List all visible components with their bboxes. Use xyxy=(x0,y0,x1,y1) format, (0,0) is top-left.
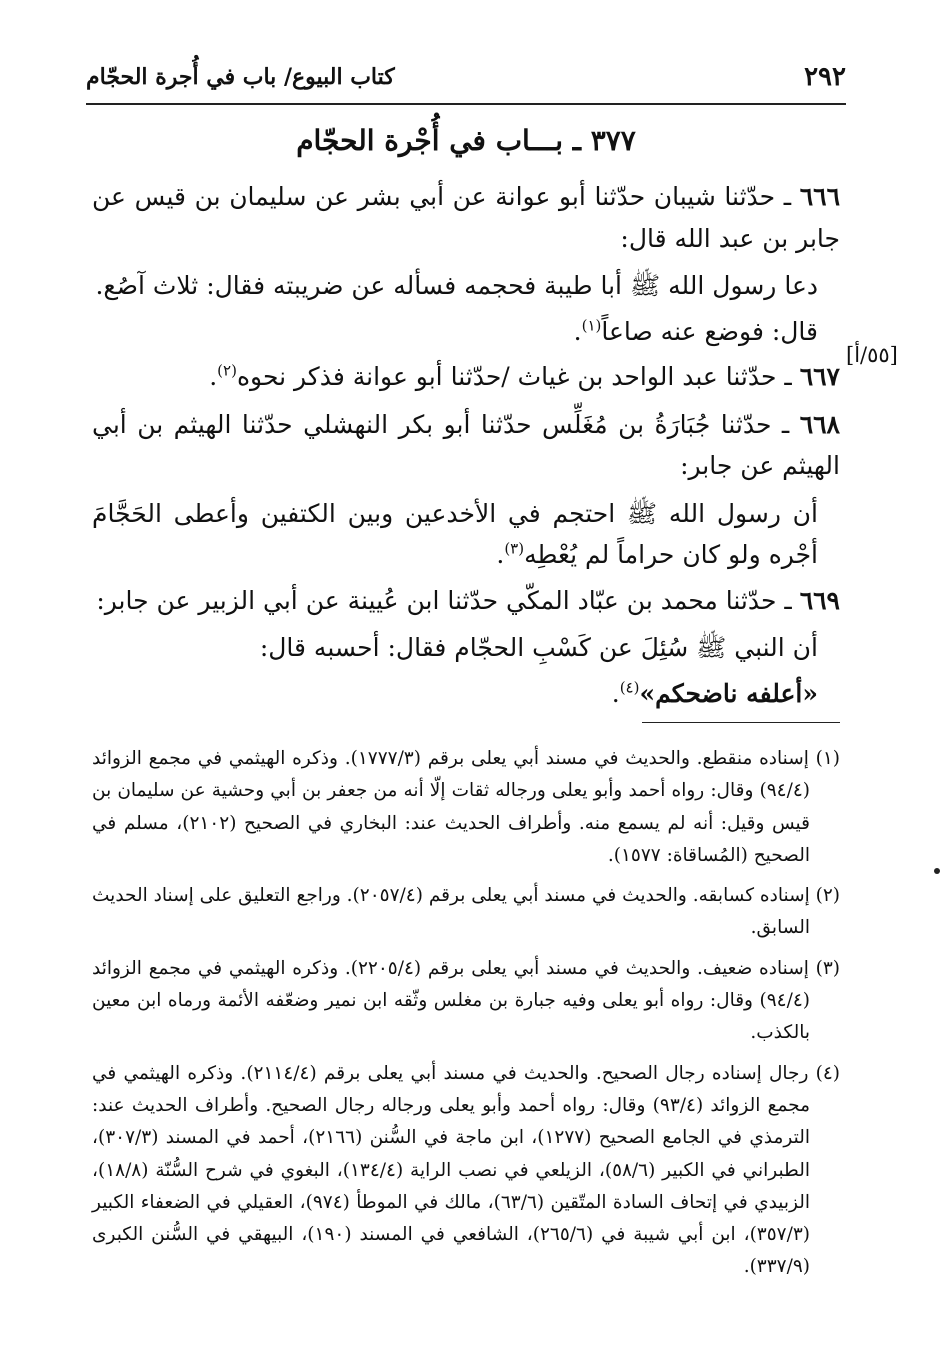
hadith-matn-text: دعا رسول الله ﷺ أبا طيبة فحجمه فسأله عن ضريبته فقال: ثلاث آصُع. xyxy=(95,271,818,300)
page-number: ٢٩٢ xyxy=(804,62,846,92)
footnote-2: (٢) إسناده كسابقه. والحديث في مسند أبي يعلى برقم (٢٠٥٧/٤). وراجع التعليق على إسناد الحديث السابق. xyxy=(92,885,840,939)
hadith-number: ٦٦٧ xyxy=(799,362,840,391)
hadith-matn-text: قال: فوضع عنه صاعاً xyxy=(601,316,818,346)
scan-mark xyxy=(934,868,940,874)
hadith-number: ٦٦٦ xyxy=(799,182,841,211)
footnote-marker[interactable]: (٢) xyxy=(217,361,237,380)
hadith-matn: أن رسول الله ﷺ احتجم في الأخدعين وبين الكتفين وأعطى الحَجَّامَ أجْره ولو كان حراماً لم يُعْطِه$^{(٣)}$. xyxy=(92,498,818,569)
page-header xyxy=(86,62,846,102)
hadith-matn-text: «أعلفه ناضحكم» xyxy=(639,678,818,708)
hadith-669 xyxy=(92,580,840,622)
running-title: كتاب البيوع/ باب في أُجرة الحجّام xyxy=(86,64,395,90)
chapter-title: ٣٧٧ ـ بـــاب في أُجْرة الحجّام xyxy=(296,124,636,157)
hadith-isnad: ـ حدّثنا عبد الواحد بن غياث /حدّثنا أبو عوانة فذكر نحوه xyxy=(236,362,792,391)
hadith-668 xyxy=(92,404,840,487)
hadith-matn: «أعلفه ناضحكم»$^{(٤)}$. xyxy=(611,678,818,708)
margin-reference: [٥٥/أ] xyxy=(846,343,898,367)
footnote-marker[interactable]: (١) xyxy=(581,316,602,335)
hadith-666 xyxy=(92,176,840,259)
footnote-3: (٣) إسناده ضعيف. والحديث في مسند أبي يعلى برقم (٢٢٠٥/٤). وذكره الهيثمي في مجمع الزوائد (٩٤/٤) وقال: رواه أبو يعلى وفيه جبارة بن مغلس وثّقه ابن نمير وضعّفه الأئمة ورماه ابن معين بالكذب. xyxy=(92,957,840,1044)
hadith-isnad: ـ حدّثنا محمد بن عبّاد المكّي حدّثنا ابن عُيينة عن أبي الزبير عن جابر: xyxy=(96,585,792,615)
hadith-matn-text: أن رسول الله ﷺ احتجم في الأخدعين وبين الكتفين وأعطى الحَجَّامَ أجْره ولو كان حراماً لم يُعْطِه xyxy=(92,498,818,569)
hadith-isnad: ـ حدّثنا جُبَارَةُ بن مُغَلِّس حدّثنا أبو بكر النهشلي حدّثنا الهيثم بن أبي الهيثم عن جابر: xyxy=(92,409,840,480)
hadith-matn-text: أن النبي ﷺ سُئِلَ عن كَسْبِ الحجّام فقال: أحسبه قال: xyxy=(259,633,818,662)
footnote-separator xyxy=(642,722,840,723)
footnote-marker[interactable]: (٣) xyxy=(504,539,525,558)
header-rule xyxy=(86,103,846,105)
hadith-matn xyxy=(92,265,840,307)
footnote-1: (١) إسناده منقطع. والحديث في مسند أبي يعلى برقم (١٧٧٧/٣). وذكره الهيثمي في مجمع الزوائد (٩٤/٤) وقال: رواه أحمد وأبو يعلى ورجاله ثقات إلّا أنه من جعفر بن أبي وحشية عن سليمان بن قيس وقيل: أنه لم يسمع منه. وأطراف الحديث عند: البخاري في الصحيح (٢١٠٢)، مسلم في الصحيح (المُساقاة: ١٥٧٧). xyxy=(92,748,841,866)
main-text xyxy=(92,176,840,718)
footnotes xyxy=(92,743,840,1292)
hadith-667: ٦٦٧ ـ حدّثنا عبد الواحد بن غياث /حدّثنا أبو عوانة فذكر نحوه$^{(٢)}$. xyxy=(209,361,840,391)
hadith-isnad: ـ حدّثنا شيبان حدّثنا أبو عوانة عن أبي بشر عن سليمان بن قيس عن جابر بن عبد الله قال: xyxy=(92,182,840,253)
hadith-number: ٦٦٩ xyxy=(799,585,840,615)
hadith-number: ٦٦٨ xyxy=(799,409,840,439)
footnote-4: (٤) رجال إسناده رجال الصحيح. والحديث في مسند أبي يعلى برقم (٢١١٤/٤). وذكره الهيثمي في مجمع الزوائد (٩٣/٤) وقال: رواه أحمد وأبو يعلى ورجاله رجال الصحيح. وأطراف الحديث عند: الترمذي في الجامع الصحيح (١٢٧٧)، ابن ماجة في السُّنن (٢١٦٦)، أحمد في المسند (٣٠٧/٣)، الطبراني في الكبير (٥٨/٦)، الزيلعي في نصب الراية (١٣٤/٤)، البغوي في شرح السُّنّة (١٨/٨)، الزبيدي في إتحاف السادة المتّقين (٦٣/٦)، مالك في الموطأ (٩٧٤)، العقيلي في الضعفاء الكبير (٣٥٧/٣)، ابن أبي شيبة في (٢٦٥/٦)، الشافعي في المسند (١٩٠)، البيهقي في السُّنن الكبرى (٣٣٧/٩). xyxy=(92,1062,841,1278)
hadith-matn xyxy=(92,627,840,669)
hadith-matn: قال: فوضع عنه صاعاً$^{(١)}$. xyxy=(573,316,818,346)
footnote-marker[interactable]: (٤) xyxy=(619,678,640,697)
